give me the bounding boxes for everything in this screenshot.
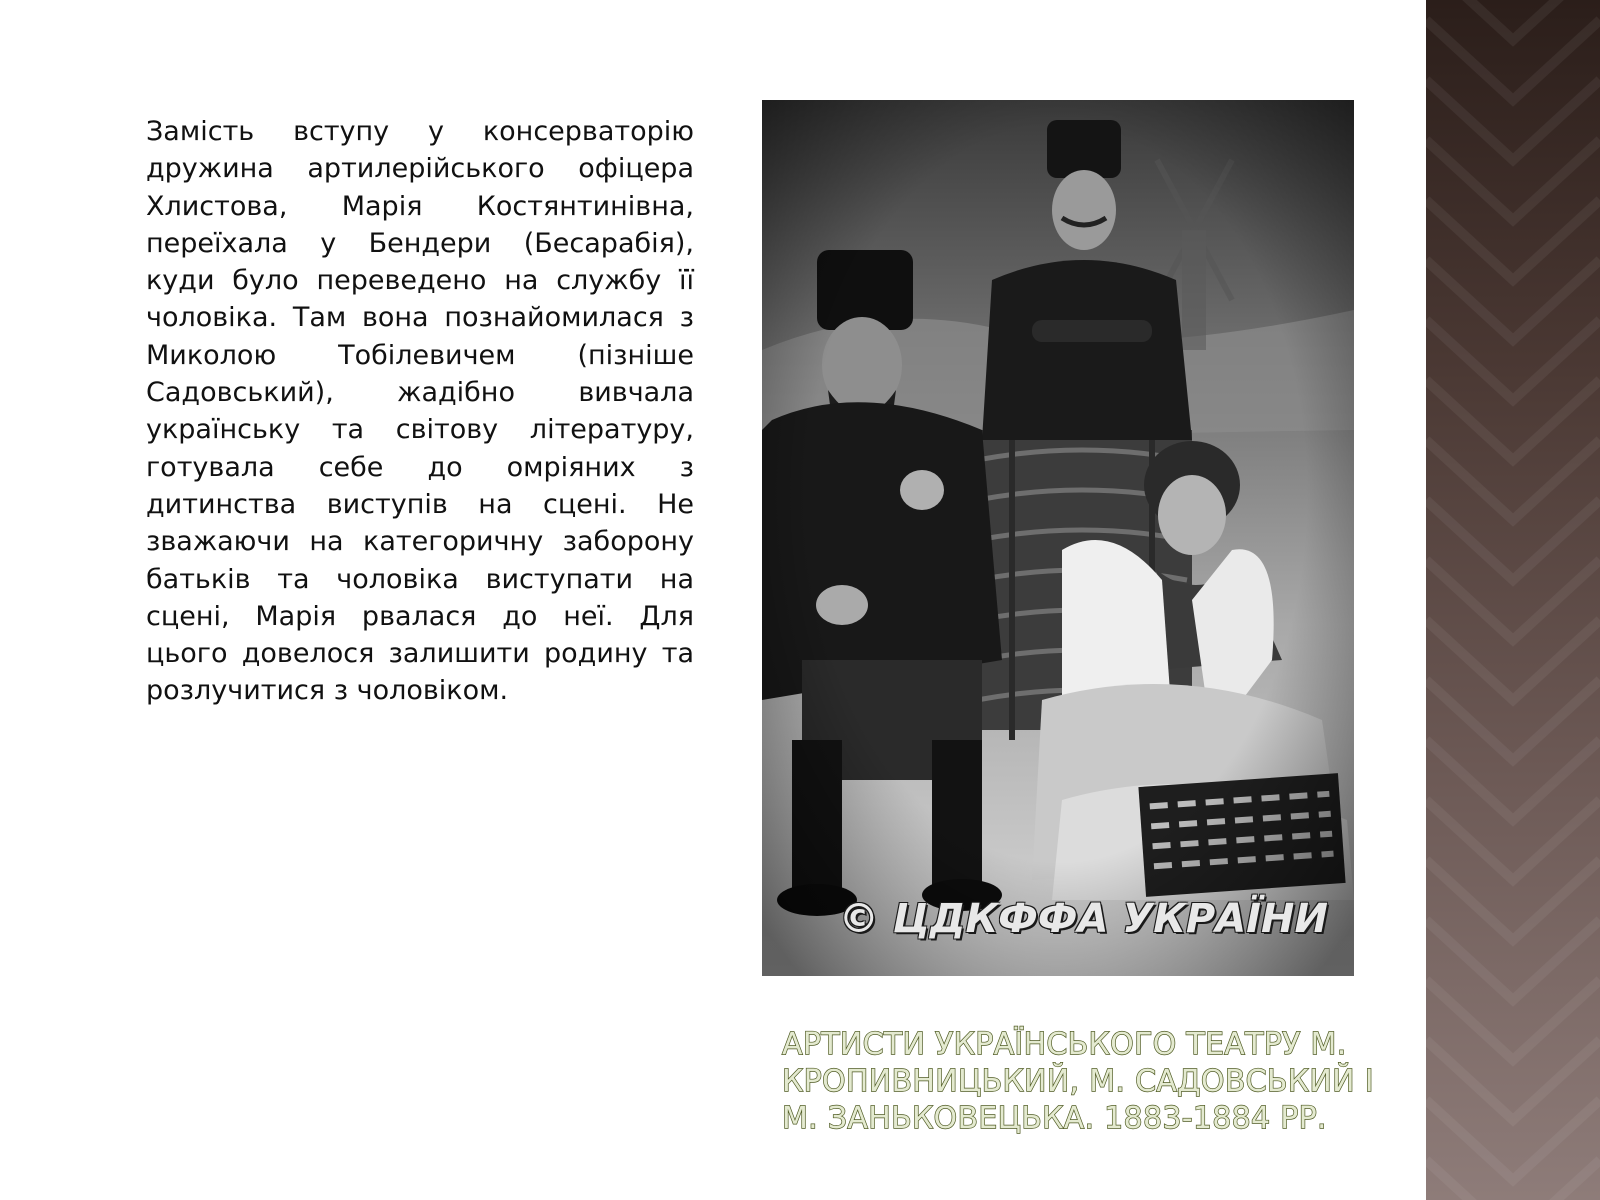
decorative-sidebar: [1426, 0, 1600, 1200]
body-paragraph: Замість вступу у консерваторію дружина артилерійського офіцера Хлистова, Марія Костянтинівна, переїхала у Бендери (Бесарабія), куди було переведено на службу її чоловіка. Там вона познайомилася з Миколою Тобілевичем (пізніше Садовський), жадібно вивчала українську та світову літературу, готувала себе до омріяних з дитинства виступів на сцені. Не зважаючи на категоричну заборону батьків та чоловіка виступати на сцені, Марія рвалася до неї. Для цього довелося залишити родину та розлучитися з чоловіком.: [146, 116, 694, 707]
chevron-pattern: [1426, 0, 1600, 1200]
photo-watermark: © ЦДКФФА УКРАЇНИ: [838, 896, 1328, 942]
photo-illustration: [762, 100, 1354, 976]
photo-caption: АРТИСТИ УКРАЇНСЬКОГО ТЕАТРУ М. КРОПИВНИЦЬКИЙ, М. САДОВСЬКИЙ І М. ЗАНЬКОВЕЦЬКА. 1883-1884 РР.: [782, 1027, 1374, 1136]
photo-vignette: [762, 100, 1354, 976]
historical-photo: [762, 100, 1354, 976]
